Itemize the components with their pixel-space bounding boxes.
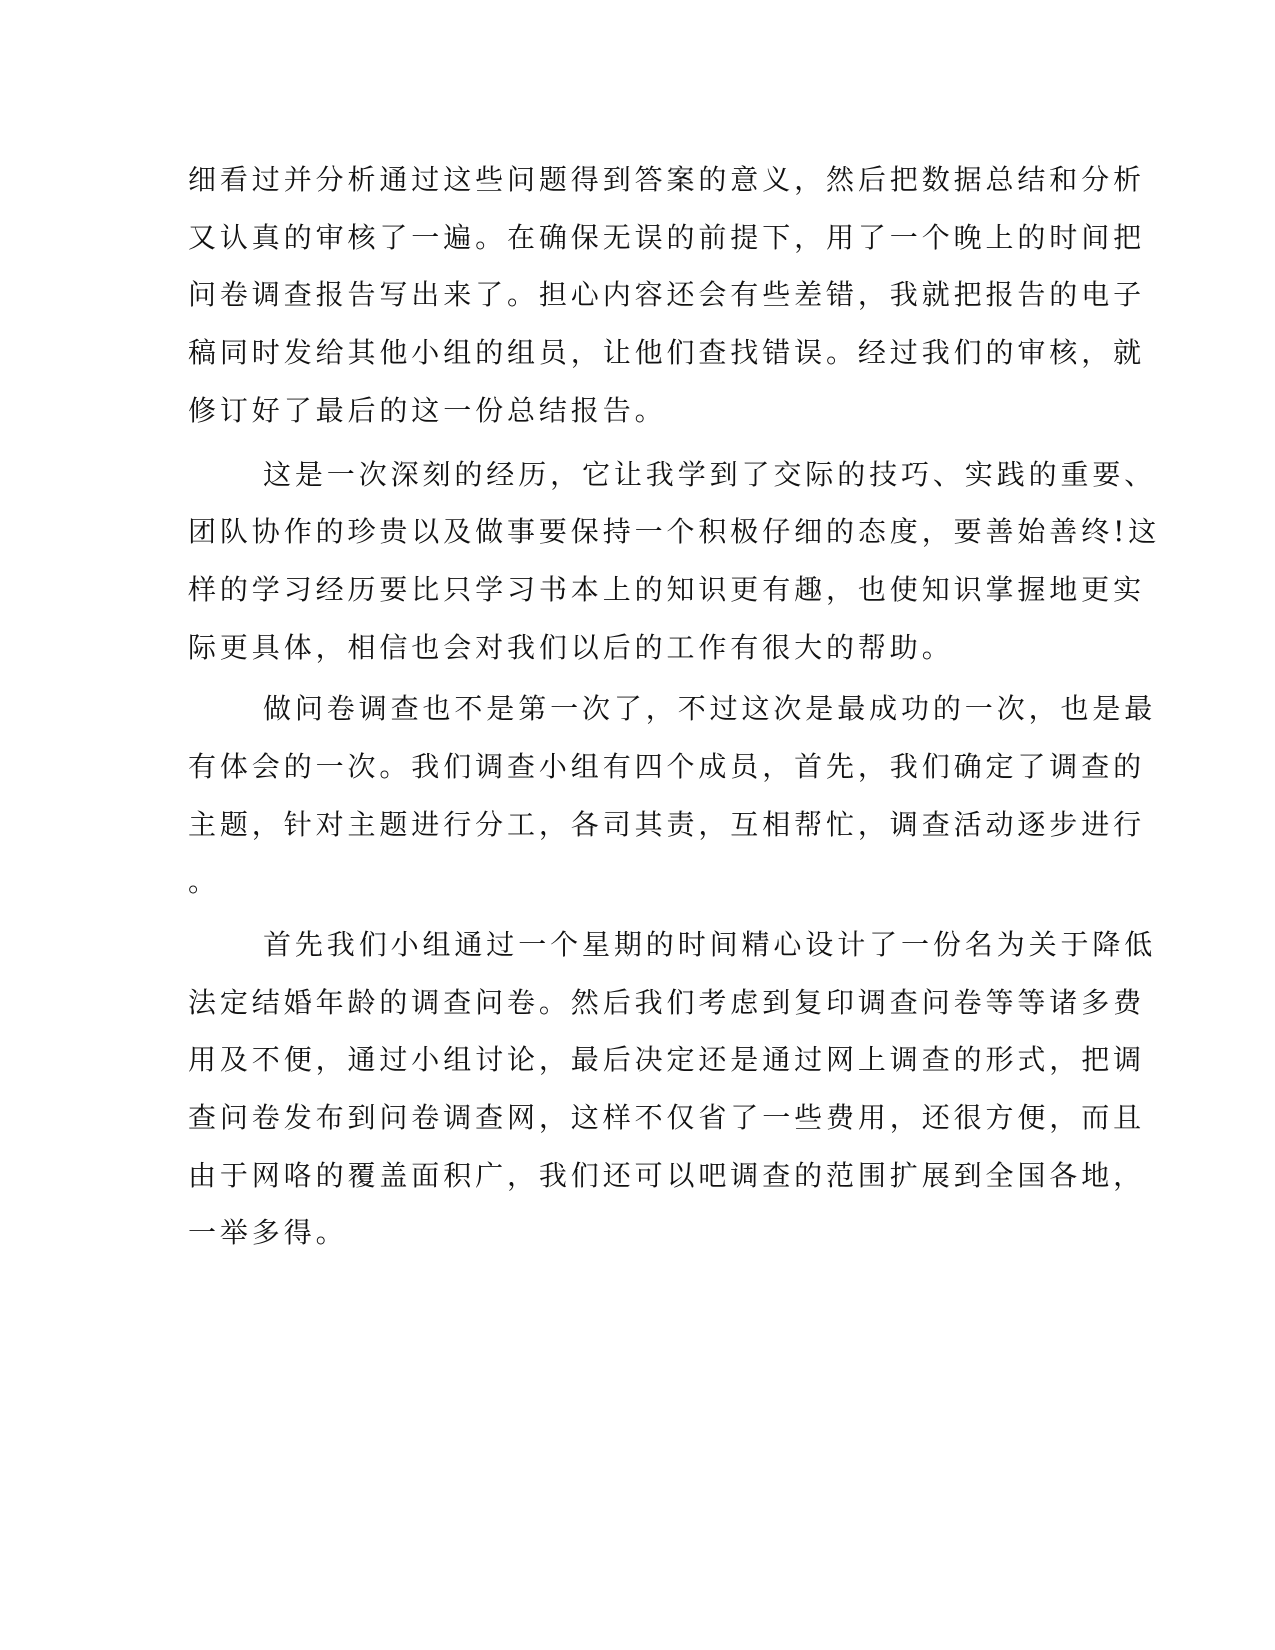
text-line: 首先我们小组通过一个星期的时间精心设计了一份名为关于降低 bbox=[263, 928, 1157, 961]
text-line: 主题，针对主题进行分工，各司其责，互相帮忙，调查活动逐步进行 bbox=[188, 808, 1146, 841]
text-line: 又认真的审核了一遍。在确保无误的前提下，用了一个晚上的时间把 bbox=[188, 221, 1146, 254]
text-line: 样的学习经历要比只学习书本上的知识更有趣，也使知识掌握地更实 bbox=[188, 573, 1146, 606]
text-line: 一举多得。 bbox=[188, 1216, 348, 1249]
text-line: 这是一次深刻的经历，它让我学到了交际的技巧、实践的重要、 bbox=[263, 458, 1157, 491]
text-line: 有体会的一次。我们调查小组有四个成员，首先，我们确定了调查的 bbox=[188, 750, 1146, 783]
text-line: 际更具体，相信也会对我们以后的工作有很大的帮助。 bbox=[188, 631, 954, 664]
text-line: 问卷调查报告写出来了。担心内容还会有些差错，我就把报告的电子 bbox=[188, 278, 1146, 311]
text-line: 法定结婚年龄的调查问卷。然后我们考虑到复印调查问卷等等诸多费 bbox=[188, 986, 1146, 1019]
text-line: 由于网咯的覆盖面积广，我们还可以吧调查的范围扩展到全国各地， bbox=[188, 1159, 1146, 1192]
text-line: 做问卷调查也不是第一次了，不过这次是最成功的一次，也是最 bbox=[263, 692, 1157, 725]
text-line: 团队协作的珍贵以及做事要保持一个积极仔细的态度，要善始善终!这 bbox=[188, 515, 1161, 548]
text-line: 查问卷发布到问卷调查网，这样不仅省了一些费用，还很方便，而且 bbox=[188, 1101, 1146, 1134]
text-line: 细看过并分析通过这些问题得到答案的意义，然后把数据总结和分析 bbox=[188, 163, 1146, 196]
text-line: 稿同时发给其他小组的组员，让他们查找错误。经过我们的审核，就 bbox=[188, 336, 1146, 369]
text-line: 修订好了最后的这一份总结报告。 bbox=[188, 394, 667, 427]
text-line: 。 bbox=[188, 865, 220, 898]
text-line: 用及不便，通过小组讨论，最后决定还是通过网上调查的形式，把调 bbox=[188, 1043, 1146, 1076]
